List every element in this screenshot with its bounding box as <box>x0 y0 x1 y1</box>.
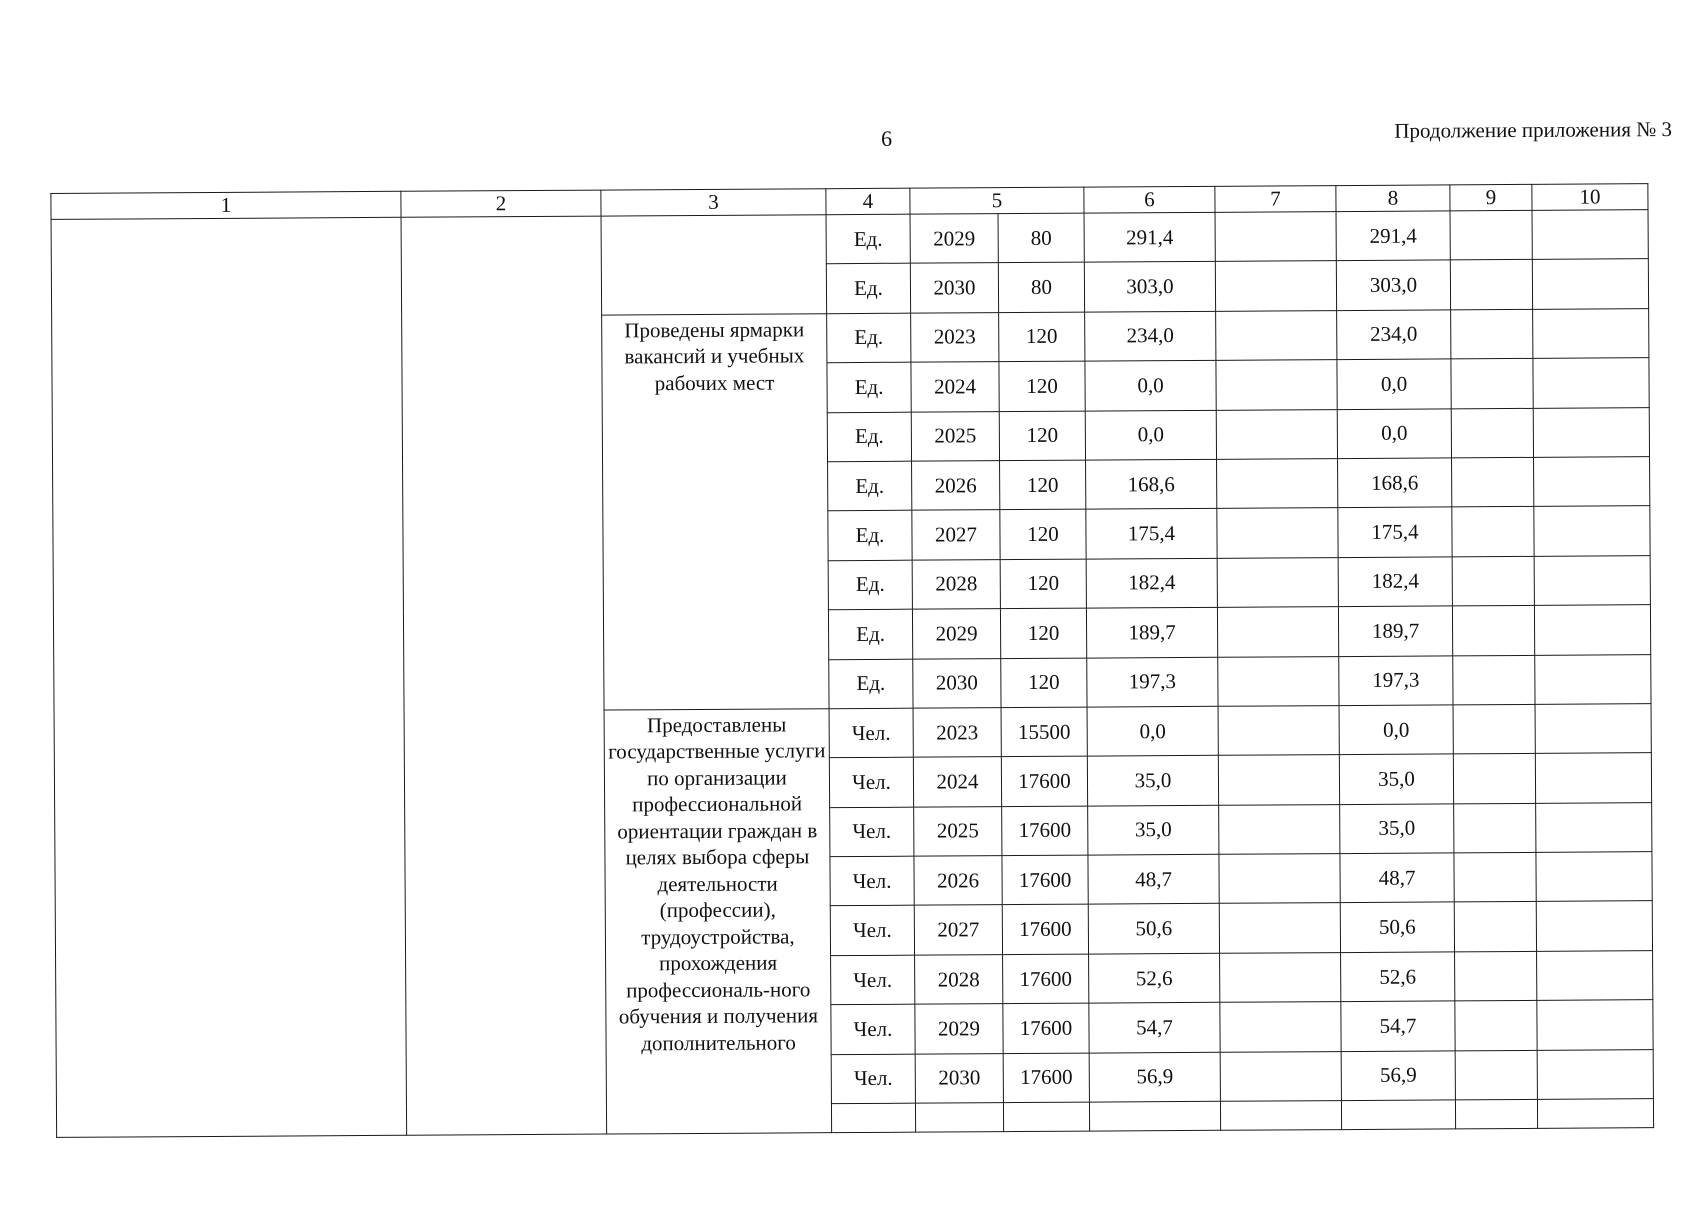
description-cell <box>601 215 827 315</box>
unit-cell: Ед. <box>826 214 910 264</box>
year-cell: 2025 <box>914 806 1002 856</box>
column-10-cell <box>1535 753 1651 803</box>
column-10-cell <box>1534 506 1650 556</box>
column-7-cell <box>1217 459 1338 509</box>
column-8-value-cell: 56,9 <box>1341 1051 1455 1101</box>
unit-cell: Ед. <box>826 264 910 314</box>
target-value-cell: 80 <box>998 213 1084 263</box>
unit-cell: Чел. <box>829 708 913 758</box>
column-8-value-cell: 291,4 <box>1336 211 1450 261</box>
column-10-cell <box>1536 802 1652 852</box>
target-value-cell: 17600 <box>1002 806 1088 856</box>
target-value-cell: 120 <box>999 411 1085 461</box>
column-number-9: 9 <box>1450 184 1532 211</box>
column-8-value-cell: 0,0 <box>1337 359 1451 409</box>
column-7-cell <box>1215 261 1336 311</box>
column-9-cell <box>1455 1001 1537 1051</box>
year-cell: 2023 <box>913 708 1001 758</box>
column-10-cell <box>1536 901 1652 951</box>
description-cell: Проведены ярмарки вакансий и учебных рабочих мест <box>602 313 829 709</box>
column-6-value-cell: 54,7 <box>1089 1003 1220 1053</box>
column-9-cell <box>1451 408 1533 458</box>
unit-cell: Ед. <box>827 412 911 462</box>
column-10-cell <box>1534 555 1650 605</box>
column-6-value-cell: 35,0 <box>1087 756 1218 806</box>
column-number-10: 10 <box>1532 184 1648 211</box>
column-6-value-cell: 168,6 <box>1086 459 1217 509</box>
column-6-value-cell: 0,0 <box>1085 410 1216 460</box>
column-6-value-cell: 303,0 <box>1084 262 1215 312</box>
column-7-cell <box>1220 952 1341 1002</box>
column-8-value-cell: 175,4 <box>1338 507 1452 557</box>
column-10-cell <box>1534 457 1650 507</box>
column-7-cell <box>1218 705 1339 755</box>
column-6-value-cell: 182,4 <box>1086 558 1217 608</box>
column-number-1: 1 <box>51 191 401 219</box>
year-cell: 2026 <box>912 461 1000 511</box>
column-8-value-cell: 168,6 <box>1338 458 1452 508</box>
column-8-value-cell: 303,0 <box>1336 260 1450 310</box>
column-7-cell <box>1215 212 1336 262</box>
column-7-cell <box>1219 854 1340 904</box>
column-6-value-cell: 234,0 <box>1085 311 1216 361</box>
column-number-8: 8 <box>1336 185 1450 212</box>
year-cell: 2024 <box>913 757 1001 807</box>
column-7-cell <box>1220 1002 1341 1052</box>
column-7-cell <box>1218 755 1339 805</box>
column-10-cell <box>1537 1049 1653 1099</box>
target-value-cell: 120 <box>999 361 1085 411</box>
empty-cell <box>915 1103 1003 1133</box>
unit-cell: Чел. <box>829 757 913 807</box>
column-9-cell <box>1451 309 1533 359</box>
column-7-cell <box>1219 804 1340 854</box>
year-cell: 2027 <box>914 905 1002 955</box>
column-6-value-cell: 189,7 <box>1086 607 1217 657</box>
year-cell: 2026 <box>914 856 1002 906</box>
column-7-cell <box>1219 903 1340 953</box>
column-7-cell <box>1216 409 1337 459</box>
column-10-cell <box>1532 259 1648 309</box>
column-10-cell <box>1534 605 1650 655</box>
description-cell: Предоставлены государственные услуги по организации профессиональной ориентации граждан в целях выбора сферы деятельности (профессии), трудоустройства, прохождения профессиональ-ного обучения и получения дополнительного <box>604 709 832 1134</box>
year-cell: 2030 <box>910 263 998 313</box>
column-6-value-cell: 175,4 <box>1086 509 1217 559</box>
column-10-cell <box>1533 407 1649 457</box>
column-8-value-cell: 182,4 <box>1338 557 1452 607</box>
column-10-cell <box>1535 704 1651 754</box>
column-7-cell <box>1216 360 1337 410</box>
column-7-cell <box>1218 656 1339 706</box>
target-value-cell: 17600 <box>1003 1003 1089 1053</box>
column-6-value-cell: 0,0 <box>1085 360 1216 410</box>
column-number-3: 3 <box>601 189 826 216</box>
column-6-value-cell: 291,4 <box>1084 212 1215 262</box>
year-cell: 2029 <box>910 214 998 264</box>
column-10-cell <box>1532 210 1648 260</box>
column-8-value-cell: 234,0 <box>1337 310 1451 360</box>
column-number-6: 6 <box>1084 186 1215 213</box>
column-number-4: 4 <box>826 188 910 215</box>
column-6-value-cell: 35,0 <box>1088 805 1219 855</box>
column-9-cell <box>1450 210 1532 260</box>
column-10-cell <box>1537 951 1653 1001</box>
column-8-value-cell: 52,6 <box>1341 952 1455 1002</box>
target-value-cell: 17600 <box>1003 1053 1089 1103</box>
column-8-value-cell: 0,0 <box>1337 408 1451 458</box>
year-cell: 2024 <box>911 362 999 412</box>
column-8-value-cell: 54,7 <box>1341 1001 1455 1051</box>
column-6-value-cell: 48,7 <box>1088 854 1219 904</box>
empty-cell <box>831 1103 915 1133</box>
unit-cell: Чел. <box>831 1004 915 1054</box>
unit-cell: Ед. <box>828 609 912 659</box>
empty-cell <box>1455 1099 1537 1129</box>
year-cell: 2028 <box>912 559 1000 609</box>
unit-cell: Ед. <box>828 511 912 561</box>
column-9-cell <box>1455 1050 1537 1100</box>
empty-cell <box>1089 1101 1220 1131</box>
year-cell: 2028 <box>915 954 1003 1004</box>
column-10-cell <box>1535 654 1651 704</box>
empty-cell <box>1220 1101 1341 1131</box>
target-value-cell: 17600 <box>1002 855 1088 905</box>
column-7-cell <box>1217 557 1338 607</box>
target-value-cell: 120 <box>1000 559 1086 609</box>
column-9-cell <box>1453 704 1535 754</box>
target-value-cell: 120 <box>1000 509 1086 559</box>
year-cell: 2025 <box>911 411 999 461</box>
unit-cell: Ед. <box>829 659 913 709</box>
unit-cell: Ед. <box>828 461 912 511</box>
unit-cell: Ед. <box>828 560 912 610</box>
empty-cell <box>1341 1100 1455 1130</box>
unit-cell: Чел. <box>831 955 915 1005</box>
year-cell: 2030 <box>915 1053 1003 1103</box>
column-9-cell <box>1453 655 1535 705</box>
column-9-cell <box>1452 507 1534 557</box>
column-9-cell <box>1455 951 1537 1001</box>
column-number-7: 7 <box>1215 186 1336 213</box>
column-8-value-cell: 35,0 <box>1339 754 1453 804</box>
column-9-cell <box>1452 556 1534 606</box>
column-9-cell <box>1453 754 1535 804</box>
column-9-cell <box>1454 852 1536 902</box>
target-value-cell: 80 <box>998 263 1084 313</box>
column-8-value-cell: 197,3 <box>1339 655 1453 705</box>
column-8-value-cell: 35,0 <box>1340 804 1454 854</box>
target-value-cell: 120 <box>1000 460 1086 510</box>
target-value-cell: 120 <box>1001 658 1087 708</box>
appendix-note: Продолжение приложения № 3 <box>1394 117 1673 143</box>
column-7-cell <box>1216 310 1337 360</box>
column-9-cell <box>1452 457 1534 507</box>
column-8-value-cell: 50,6 <box>1340 902 1454 952</box>
unit-cell: Чел. <box>830 906 914 956</box>
column-number-2: 2 <box>401 190 601 217</box>
target-value-cell: 120 <box>999 312 1085 362</box>
column-1-cell <box>51 217 407 1137</box>
column-7-cell <box>1220 1051 1341 1101</box>
year-cell: 2029 <box>915 1004 1003 1054</box>
column-6-value-cell: 0,0 <box>1087 706 1218 756</box>
target-value-cell: 15500 <box>1001 707 1087 757</box>
column-10-cell <box>1537 1000 1653 1050</box>
page-number: 6 <box>880 125 893 151</box>
column-10-cell <box>1533 308 1649 358</box>
column-10-cell <box>1536 852 1652 902</box>
target-value-cell: 17600 <box>1003 954 1089 1004</box>
column-10-cell <box>1533 358 1649 408</box>
column-8-value-cell: 48,7 <box>1340 853 1454 903</box>
column-6-value-cell: 52,6 <box>1089 953 1220 1003</box>
column-6-value-cell: 56,9 <box>1089 1052 1220 1102</box>
empty-cell <box>1003 1102 1089 1132</box>
unit-cell: Чел. <box>831 1054 915 1104</box>
unit-cell: Чел. <box>830 807 914 857</box>
column-2-cell <box>401 216 607 1135</box>
empty-cell <box>1537 1099 1653 1129</box>
unit-cell: Ед. <box>827 313 911 363</box>
column-9-cell <box>1454 902 1536 952</box>
year-cell: 2030 <box>913 658 1001 708</box>
year-cell: 2027 <box>912 510 1000 560</box>
unit-cell: Чел. <box>830 856 914 906</box>
column-9-cell <box>1454 803 1536 853</box>
target-value-cell: 17600 <box>1001 756 1087 806</box>
column-7-cell <box>1217 508 1338 558</box>
year-cell: 2029 <box>912 609 1000 659</box>
column-8-value-cell: 0,0 <box>1339 705 1453 755</box>
column-7-cell <box>1217 607 1338 657</box>
column-9-cell <box>1451 359 1533 409</box>
data-table <box>50 183 1654 1138</box>
column-9-cell <box>1450 260 1532 310</box>
year-cell: 2023 <box>911 312 999 362</box>
column-number-5: 5 <box>910 187 1084 214</box>
column-8-value-cell: 189,7 <box>1338 606 1452 656</box>
column-6-value-cell: 50,6 <box>1088 904 1219 954</box>
unit-cell: Ед. <box>827 362 911 412</box>
target-value-cell: 17600 <box>1002 905 1088 955</box>
column-9-cell <box>1452 606 1534 656</box>
target-value-cell: 120 <box>1000 608 1086 658</box>
column-6-value-cell: 197,3 <box>1087 657 1218 707</box>
